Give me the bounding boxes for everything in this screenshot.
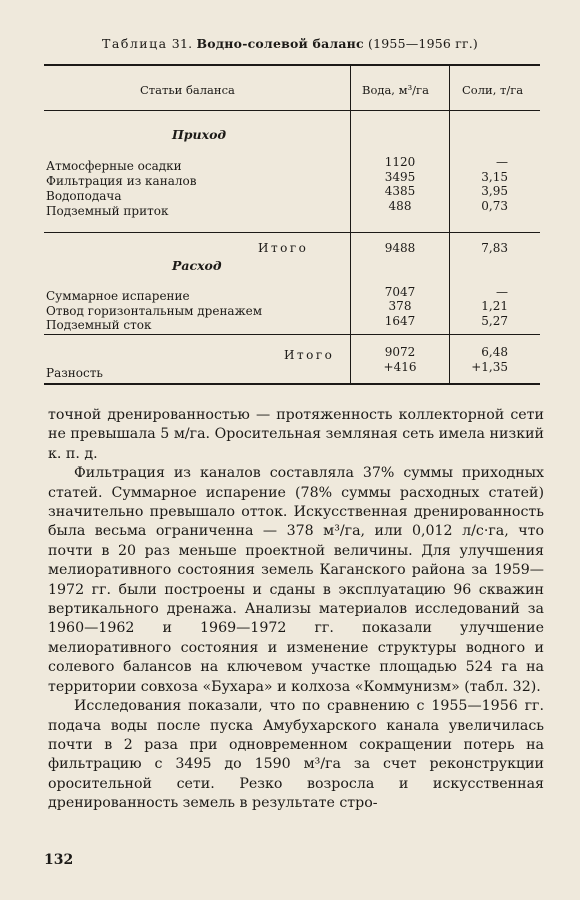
expense-title: Расход [172, 258, 222, 273]
difference-label: Разность [46, 366, 103, 380]
row-water: 3495 [384, 170, 416, 184]
row-water: 7047 [384, 285, 416, 299]
paragraph: точной дренированностью — протяженность коллекторной сети не превышала 5 м/га. Оросительная земляная сеть имела низкий к. п. д. [48, 407, 544, 462]
page-number: 132 [44, 852, 74, 868]
row-salts: 5,27 [481, 314, 508, 328]
column-divider-water [350, 64, 351, 232]
income-rule [44, 232, 540, 233]
row-water: 4385 [384, 184, 416, 198]
column-divider-water [350, 334, 351, 384]
caption-number: 31. [171, 36, 193, 51]
column-divider-salts [449, 64, 450, 232]
row-label: Отвод горизонтальным дренажем [46, 304, 263, 318]
row-salts: 3,15 [481, 170, 508, 184]
expense-total-label: Итого [284, 348, 335, 362]
expense-total-salts: 6,48 [481, 345, 508, 359]
caption-period: (1955—1956 гг.) [368, 36, 478, 51]
paragraph: Исследования показали, что по сравнению с 1955—1956 гг. подача воды после пуска Амубухарского канала увеличилась почти в 2 раза при одновременном сокращении потерь на фильтрацию с 3495 до 1590 м³/га за счет реконструкции оросительной сети. Резко возросла и искусственная дренированность земель в результате стро- [48, 698, 544, 812]
expense-rule [44, 334, 540, 335]
caption-prefix: Таблица [102, 36, 168, 51]
header-water: Вода, м³/га [362, 83, 429, 97]
column-divider-salts [449, 334, 450, 384]
body-text [48, 406, 544, 814]
income-total-label: Итого [258, 241, 309, 255]
header-rule [44, 110, 540, 111]
income-title: Приход [172, 127, 227, 142]
column-divider-water [350, 232, 351, 334]
water-salt-balance-table [44, 64, 540, 385]
row-water: 1647 [384, 314, 416, 328]
table-top-rule [44, 64, 540, 66]
paragraph: Фильтрация из каналов составляла 37% суммы приходных статей. Суммарное испарение (78% суммы расходных статей) значительно превышало отток. Искусственная дренированность была весьма ограниченна — 378 м³/га, или 0,012 л/с·га, что почти в 20 раз меньше проектной величины. Для улучшения мелиоративного состояния земель Каганского района за 1959—1972 гг. были построены и сданы в эксплуатацию 96 скважин вертикального дренажа. Анализы материалов исследований за 1960—1962 и 1969—1972 гг. показали улучшение мелиоративного состояния и изменение структуры водного и солевого балансов на ключевом участке площадью 524 га на территории совхоза «Бухара» и колхоза «Коммунизм» (табл. 32). [48, 465, 544, 695]
income-total-water: 9488 [384, 241, 416, 255]
row-label: Суммарное испарение [46, 289, 190, 303]
header-salts: Соли, т/га [462, 83, 524, 97]
row-salts: 3,95 [481, 184, 508, 198]
expense-total-water: 9072 [384, 345, 416, 359]
difference-water: +416 [383, 360, 417, 374]
caption-title: Водно-солевой баланс [196, 36, 364, 51]
row-water: 488 [388, 199, 412, 213]
difference-salts: +1,35 [471, 360, 508, 374]
row-label: Водоподача [46, 189, 122, 203]
row-label: Атмосферные осадки [46, 159, 182, 173]
row-water: 378 [388, 299, 412, 313]
table-caption [0, 36, 580, 51]
row-salts: — [496, 285, 508, 299]
table-bottom-rule [44, 383, 540, 385]
row-label: Подземный сток [46, 318, 152, 332]
row-label: Подземный приток [46, 204, 169, 218]
row-salts: 0,73 [481, 199, 508, 213]
row-label: Фильтрация из каналов [46, 174, 197, 188]
row-water: 1120 [384, 155, 416, 169]
row-salts: — [496, 155, 508, 169]
row-salts: 1,21 [481, 299, 508, 313]
income-total-salts: 7,83 [481, 241, 508, 255]
header-item: Статьи баланса [140, 83, 235, 97]
column-divider-salts [449, 232, 450, 334]
